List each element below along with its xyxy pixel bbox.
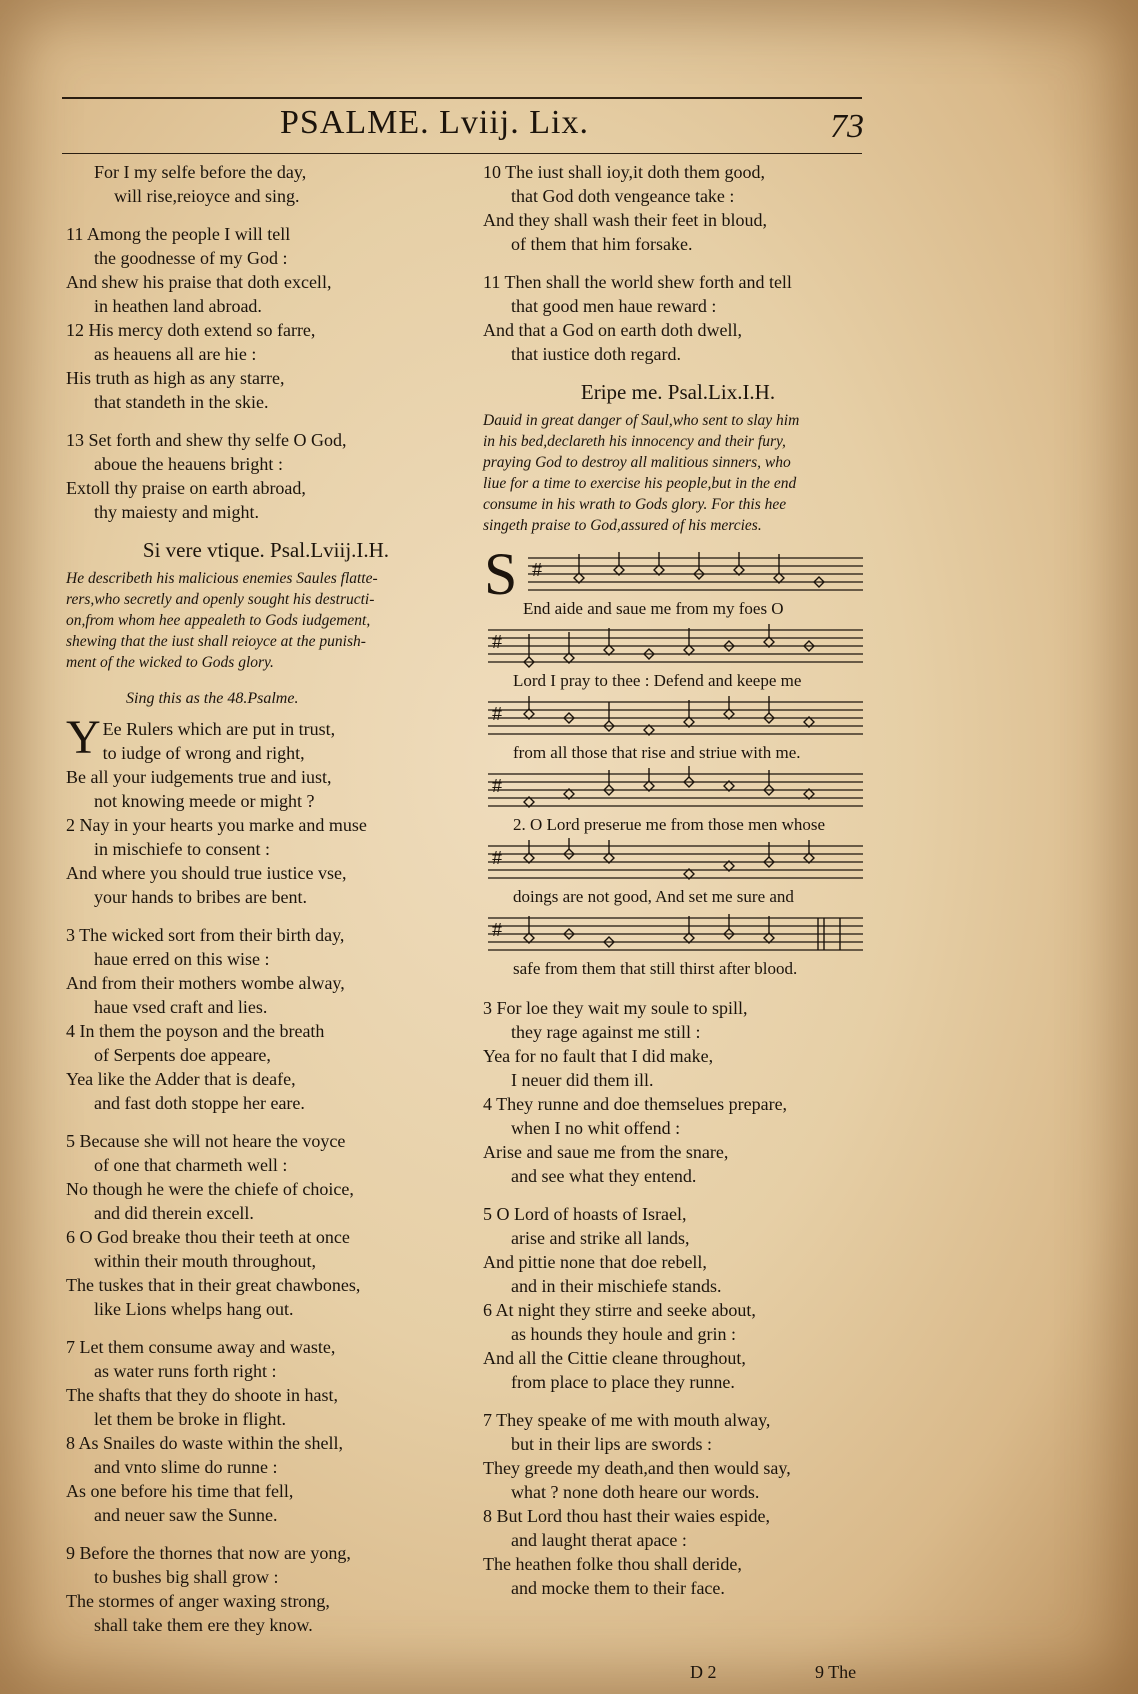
verse-line: haue vsed craft and lies.	[94, 997, 268, 1017]
verse-line: 5 Because she will not heare the voyce	[66, 1131, 346, 1151]
drop-cap: Y	[66, 711, 101, 764]
verse-block	[66, 428, 466, 524]
verse-line: 8 But Lord thou hast their waies espide,	[483, 1506, 770, 1526]
argument-line: shewing that the iust shall reioyce at the punish-	[66, 633, 366, 650]
verse-line: No though he were the chiefe of choice,	[66, 1179, 354, 1199]
verse-line: what ? none doth heare our words.	[511, 1482, 760, 1502]
running-head: PSALME. Lviij. Lix.	[280, 104, 589, 141]
catchword: 9 The	[815, 1662, 857, 1682]
verse-block	[66, 160, 466, 208]
verse-line: 7 Let them consume away and waste,	[66, 1337, 336, 1357]
music-staff	[488, 766, 873, 814]
verse-line: that standeth in the skie.	[94, 392, 269, 412]
verse-block	[66, 222, 466, 318]
verse-block	[483, 1092, 873, 1188]
verse-line: As one before his time that fell,	[66, 1481, 294, 1501]
music-staff	[488, 838, 873, 886]
staff-svg	[488, 838, 868, 886]
music-staff	[488, 910, 873, 958]
verse-line: 10 The iust shall ioy,it doth them good,	[483, 162, 765, 182]
staff-svg	[488, 694, 868, 742]
verse-line: His truth as high as any starre,	[66, 368, 285, 388]
verse-block	[66, 318, 466, 414]
verse-line: haue erred on this wise :	[94, 949, 270, 969]
staff-svg	[488, 550, 868, 598]
verse-line: 13 Set forth and shew thy selfe O God,	[66, 430, 347, 450]
verse-line: of Serpents doe appeare,	[94, 1045, 271, 1065]
verse-line: 3 The wicked sort from their birth day,	[66, 925, 345, 945]
verse-line: 2 Nay in your hearts you marke and muse	[66, 815, 367, 835]
verse-line: And shew his praise that doth excell,	[66, 272, 332, 292]
psalm-argument	[483, 410, 873, 536]
verse-line: Yea for no fault that I did make,	[483, 1046, 714, 1066]
header-rule-top	[62, 97, 862, 99]
verse-line: They greede my death,and then would say,	[483, 1458, 791, 1478]
verse-block	[483, 1298, 873, 1394]
music-lyric: Lord I pray to thee : Defend and keepe me	[513, 671, 802, 690]
verse-line: and laught therat apace :	[511, 1530, 687, 1550]
verse-line: The shafts that they do shoote in hast,	[66, 1385, 338, 1405]
verse-block	[66, 1019, 466, 1115]
verse-line: will rise,reioyce and sing.	[114, 186, 300, 206]
verse-line: 7 They speake of me with mouth alway,	[483, 1410, 771, 1430]
verse-line: And from their mothers wombe alway,	[66, 973, 345, 993]
verse-line: let them be broke in flight.	[94, 1409, 286, 1429]
verse-line: as hounds they houle and grin :	[511, 1324, 736, 1344]
argument-line: on,from whom hee appealeth to Gods iudgement,	[66, 612, 371, 629]
verse-line: 4 They runne and doe themselues prepare,	[483, 1094, 788, 1114]
verse-block	[483, 996, 873, 1092]
verse-line: 5 O Lord of hoasts of Israel,	[483, 1204, 687, 1224]
argument-line: liue for a time to exercise his people,but in the end	[483, 475, 797, 492]
verse-line: and did therein excell.	[94, 1203, 254, 1223]
verse-line: Be all your iudgements true and iust,	[66, 767, 332, 787]
verse-line: within their mouth throughout,	[94, 1251, 316, 1271]
music-staff	[488, 622, 873, 670]
left-column	[66, 160, 466, 1651]
verse-line: And all the Cittie cleane throughout,	[483, 1348, 746, 1368]
psalm-argument	[66, 568, 466, 673]
verse-line: to bushes big shall grow :	[94, 1567, 279, 1587]
verse-block	[483, 1202, 873, 1298]
argument-line: ment of the wicked to Gods glory.	[66, 654, 274, 671]
verse-block	[483, 1504, 873, 1600]
verse-line: and neuer saw the Sunne.	[94, 1505, 278, 1525]
verse-line: when I no whit offend :	[511, 1118, 681, 1138]
verse-line: as heauens all are hie :	[94, 344, 257, 364]
verse-block	[483, 160, 873, 256]
signature-mark: D 2	[690, 1662, 717, 1682]
verse-line: the goodnesse of my God :	[94, 248, 288, 268]
verse-line: The tuskes that in their great chawbones,	[66, 1275, 361, 1295]
verse-line: Ee Rulers which are put in trust,	[102, 719, 336, 739]
verse-line: arise and strike all lands,	[511, 1228, 690, 1248]
verse-line: in heathen land abroad.	[94, 296, 262, 316]
verse-line: that good men haue reward :	[511, 296, 717, 316]
verse-line: your hands to bribes are bent.	[94, 887, 307, 907]
verse-line: shall take them ere they know.	[94, 1615, 313, 1635]
verse-line: 4 In them the poyson and the breath	[66, 1021, 325, 1041]
verse-line: The heathen folke thou shall deride,	[483, 1554, 742, 1574]
right-column	[483, 160, 873, 1614]
svg-text:#: #	[492, 631, 502, 653]
music-lyric: from all those that rise and striue with me.	[513, 743, 801, 762]
music-lyric: safe from them that still thirst after blood.	[513, 959, 798, 978]
verse-line: Yea like the Adder that is deafe,	[66, 1069, 296, 1089]
argument-line: in his bed,declareth his innocency and their fury,	[483, 433, 786, 450]
verse-line: to iudge of wrong and right,	[102, 743, 305, 763]
verse-line: and vnto slime do runne :	[94, 1457, 278, 1477]
argument-line: singeth praise to God,assured of his mercies.	[483, 517, 762, 534]
verse-line: 3 For loe they wait my soule to spill,	[483, 998, 748, 1018]
verse-line: Arise and saue me from the snare,	[483, 1142, 729, 1162]
verse-line: as water runs forth right :	[94, 1361, 277, 1381]
staff-svg	[488, 766, 868, 814]
verse-line: 8 As Snailes do waste within the shell,	[66, 1433, 343, 1453]
verse-line: And that a God on earth doth dwell,	[483, 320, 742, 340]
verse-line: 11 Among the people I will tell	[66, 224, 291, 244]
verse-line: that God doth vengeance take :	[511, 186, 735, 206]
staff-svg	[488, 910, 868, 958]
verse-line: like Lions whelps hang out.	[94, 1299, 294, 1319]
verse-line: 12 His mercy doth extend so farre,	[66, 320, 316, 340]
header-rule-bottom	[62, 153, 862, 154]
verse-line: I neuer did them ill.	[511, 1070, 654, 1090]
music-staff	[488, 694, 873, 742]
verse-line: and fast doth stoppe her eare.	[94, 1093, 305, 1113]
svg-text:#: #	[492, 775, 502, 797]
verse-block	[66, 813, 466, 909]
music-initial: S	[484, 541, 518, 607]
verse-block	[66, 923, 466, 1019]
verse-block	[66, 1541, 466, 1637]
verse-line: of them that him forsake.	[511, 234, 693, 254]
verse-block	[66, 711, 466, 813]
page-number: 73	[830, 108, 864, 145]
verse-line: And pittie none that doe rebell,	[483, 1252, 707, 1272]
music-notation	[483, 541, 873, 980]
argument-line: rers,who secretly and openly sought his destructi-	[66, 591, 375, 608]
verse-line: and in their mischiefe stands.	[511, 1276, 722, 1296]
verse-block	[66, 1335, 466, 1431]
argument-line: Dauid in great danger of Saul,who sent to slay him	[483, 412, 800, 429]
music-staff	[484, 541, 873, 607]
staff-svg	[488, 622, 868, 670]
verse-line: in mischiefe to consent :	[94, 839, 270, 859]
verse-line: 9 Before the thornes that now are yong,	[66, 1543, 351, 1563]
verse-block	[66, 1129, 466, 1225]
verse-line: aboue the heauens bright :	[94, 454, 283, 474]
verse-block	[66, 1225, 466, 1321]
music-lyric: End aide and saue me from my foes O	[523, 599, 784, 618]
verse-line: 6 At night they stirre and seeke about,	[483, 1300, 756, 1320]
verse-line: not knowing meede or might ?	[94, 791, 315, 811]
verse-block	[483, 1408, 873, 1504]
svg-text:#: #	[492, 919, 502, 941]
verse-line: For I my selfe before the day,	[94, 162, 307, 182]
psalm-title: Eripe me. Psal.Lix.I.H.	[580, 380, 776, 404]
svg-text:#: #	[492, 847, 502, 869]
verse-line: And where you should true iustice vse,	[66, 863, 347, 883]
first-verse	[66, 711, 466, 765]
music-lyric: doings are not good, And set me sure and	[513, 887, 794, 906]
verse-line: but in their lips are swords :	[511, 1434, 712, 1454]
verse-line: 6 O God breake thou their teeth at once	[66, 1227, 350, 1247]
argument-line: consume in his wrath to Gods glory. For this hee	[483, 496, 787, 513]
verse-block	[483, 270, 873, 366]
svg-text:#: #	[532, 559, 542, 581]
verse-line: and mocke them to their face.	[511, 1578, 725, 1598]
argument-line: praying God to destroy all malitious sinners, who	[483, 454, 791, 471]
verse-line: And they shall wash their feet in bloud,	[483, 210, 767, 230]
music-lyric: 2. O Lord preserue me from those men whose	[513, 815, 826, 834]
verse-line: of one that charmeth well :	[94, 1155, 288, 1175]
verse-line: they rage against me still :	[511, 1022, 701, 1042]
verse-block	[66, 1431, 466, 1527]
verse-line: and see what they entend.	[511, 1166, 697, 1186]
verse-line: that iustice doth regard.	[511, 344, 681, 364]
tune-note: Sing this as the 48.Psalme.	[126, 690, 299, 707]
psalm-title: Si vere vtique. Psal.Lviij.I.H.	[142, 538, 390, 562]
verse-line: thy maiesty and might.	[94, 502, 259, 522]
verse-line: from place to place they runne.	[511, 1372, 735, 1392]
verse-line: The stormes of anger waxing strong,	[66, 1591, 330, 1611]
verse-line: Extoll thy praise on earth abroad,	[66, 478, 306, 498]
verse-line: 11 Then shall the world shew forth and tell	[483, 272, 792, 292]
argument-line: He describeth his malicious enemies Saules flatte-	[66, 570, 378, 587]
svg-text:#: #	[492, 703, 502, 725]
